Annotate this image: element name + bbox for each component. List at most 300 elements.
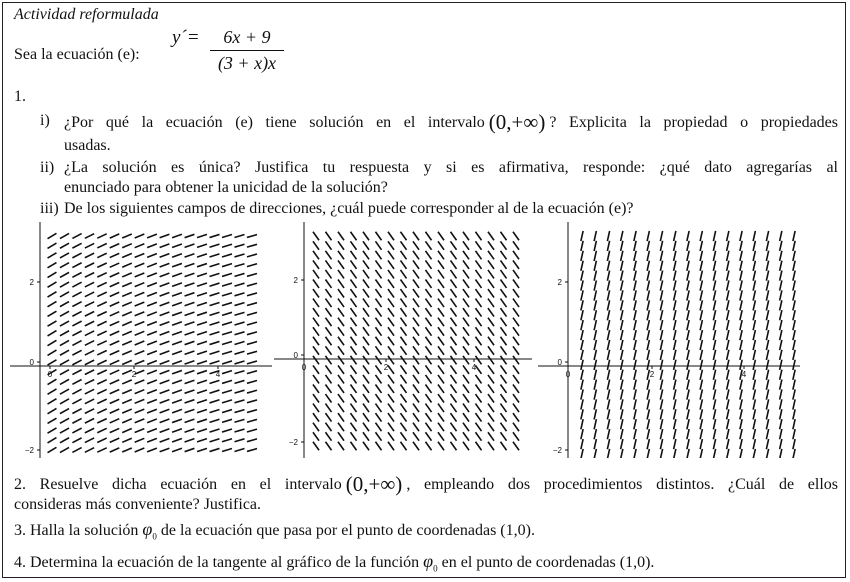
slope-segment [160, 322, 170, 326]
slope-segment [85, 234, 94, 239]
slope-segment [647, 419, 649, 429]
slope-segment [753, 320, 755, 330]
slope-segment [172, 439, 182, 442]
slope-segment [674, 409, 676, 419]
slope-segment [660, 340, 662, 350]
slope-segment [350, 327, 356, 335]
slope-segment [607, 231, 609, 241]
slope-segment [85, 302, 94, 307]
slope-segment [594, 310, 596, 320]
slope-segment [438, 308, 444, 316]
slope-segment [338, 356, 344, 364]
slope-segment [793, 241, 795, 251]
slope-segment [581, 360, 583, 370]
slope-segment [581, 389, 583, 399]
slope-segment [438, 404, 444, 412]
slope-segment [488, 232, 494, 240]
slope-segment [338, 423, 344, 431]
slope-segment [375, 346, 381, 354]
slope-segment [85, 331, 94, 336]
item-i-roman: i) [40, 112, 50, 129]
item-i-interval: (0,+∞) [488, 110, 546, 134]
slope-segment [172, 322, 182, 325]
slope-segment [621, 320, 623, 330]
slope-segment [197, 400, 207, 403]
slope-segment [60, 438, 69, 443]
slope-segment [400, 289, 406, 297]
slope-segment [780, 320, 782, 330]
slope-segment [425, 442, 431, 450]
slope-segment [147, 341, 157, 345]
x-tick-label: 2 [131, 370, 137, 379]
slope-segment [660, 389, 662, 399]
slope-segment [780, 271, 782, 281]
slope-segment [210, 264, 220, 267]
slope-segment [147, 380, 157, 384]
slope-segment [338, 299, 344, 307]
slope-segment [727, 251, 729, 261]
slope-segment [660, 231, 662, 241]
slope-segment [647, 231, 649, 241]
slope-segment [475, 251, 481, 259]
slope-segment [363, 346, 369, 354]
slope-segment [793, 251, 795, 261]
slope-segment [488, 346, 494, 354]
slope-segment [607, 261, 609, 271]
slope-segment [135, 390, 145, 394]
slope-segment [700, 241, 702, 251]
slope-segment [338, 404, 344, 412]
slope-segment [793, 399, 795, 409]
slope-segment [660, 310, 662, 320]
slope-segment [713, 439, 715, 449]
slope-segment [60, 263, 69, 268]
slope-segment [122, 341, 132, 345]
slope-segment [674, 251, 676, 261]
slope-segment [727, 231, 729, 241]
slope-segment [400, 279, 406, 287]
slope-segment [766, 370, 768, 380]
slope-segment [727, 389, 729, 399]
slope-segment [222, 254, 232, 257]
slope-segment [621, 251, 623, 261]
slope-segment [700, 449, 702, 458]
slope-segment [766, 409, 768, 419]
slope-segment [160, 302, 170, 306]
slope-segment [463, 346, 469, 354]
slope-segment [413, 365, 419, 373]
slope-segment [350, 356, 356, 364]
slope-segment [727, 419, 729, 429]
slope-segment [463, 260, 469, 268]
slope-segment [660, 409, 662, 419]
slope-segment [607, 399, 609, 409]
slope-segment [647, 409, 649, 419]
activity-title: Actividad reformulada [14, 6, 159, 23]
slope-segment [325, 375, 331, 383]
slope-segment [425, 365, 431, 373]
slope-segment [607, 251, 609, 261]
slope-segment [488, 432, 494, 440]
slope-segment [388, 308, 394, 316]
slope-segment [500, 365, 506, 373]
slope-segment [700, 380, 702, 390]
slope-segment [388, 232, 394, 240]
slope-segment [313, 299, 319, 307]
slope-segment [753, 429, 755, 439]
slope-segment [753, 271, 755, 281]
slope-segment [97, 389, 106, 393]
slope-segment [647, 340, 649, 350]
slope-segment [713, 320, 715, 330]
slope-segment [425, 299, 431, 307]
slope-segment [110, 428, 119, 432]
slope-segment [594, 439, 596, 449]
slope-segment [235, 400, 245, 403]
slope-segment [97, 282, 106, 286]
slope-segment [210, 303, 220, 306]
slope-segment [594, 290, 596, 300]
slope-segment [247, 283, 257, 286]
slope-segment [375, 356, 381, 364]
slope-segment [185, 302, 195, 305]
slope-segment [450, 299, 456, 307]
slope-segment [425, 232, 431, 240]
slope-segment [72, 409, 81, 414]
slope-segment [325, 232, 331, 240]
slope-segment [388, 289, 394, 297]
slope-segment [438, 260, 444, 268]
slope-segment [450, 394, 456, 402]
slope-segment [594, 251, 596, 261]
slope-segment [740, 429, 742, 439]
slope-segment [700, 330, 702, 340]
slope-segment [247, 273, 257, 276]
slope-segment [222, 312, 232, 315]
slope-segment [713, 350, 715, 360]
slope-segment [475, 384, 481, 392]
slope-segment [247, 322, 257, 325]
slope-segment [753, 300, 755, 310]
slope-segment [48, 350, 57, 355]
slope-segment [72, 418, 81, 423]
slope-segment [488, 270, 494, 278]
slope-segment [160, 293, 170, 297]
slope-segment [438, 232, 444, 240]
slope-segment [463, 327, 469, 335]
slope-segment [753, 310, 755, 320]
slope-segment [740, 340, 742, 350]
slope-segment [110, 331, 119, 335]
slope-segment [753, 419, 755, 429]
slope-segment [122, 302, 132, 306]
slope-segment [350, 251, 356, 259]
slope-segment [713, 380, 715, 390]
slope-segment [97, 360, 106, 364]
slope-segment [97, 244, 106, 248]
x-tick-label: 2 [383, 363, 389, 372]
slope-segment [581, 419, 583, 429]
slope-segment [388, 423, 394, 431]
slope-segment [235, 371, 245, 374]
slope-segment [513, 404, 519, 412]
slope-segment [122, 234, 132, 238]
slope-segment [513, 270, 519, 278]
slope-segment [753, 439, 755, 449]
slope-segment [197, 380, 207, 383]
slope-segment [450, 327, 456, 335]
slope-segment [753, 370, 755, 380]
slope-segment [647, 320, 649, 330]
slope-segment [122, 360, 132, 364]
slope-segment [110, 244, 119, 248]
slope-segment [674, 300, 676, 310]
slope-segment [400, 260, 406, 268]
slope-segment [210, 234, 220, 237]
slope-segment [581, 251, 583, 261]
slope-segment [700, 429, 702, 439]
slope-segment [780, 241, 782, 251]
y-tick-label: −2 [288, 438, 298, 447]
slope-segment [621, 370, 623, 380]
slope-segment [97, 370, 106, 374]
slope-segment [425, 327, 431, 335]
slope-segment [450, 260, 456, 268]
slope-segment [713, 330, 715, 340]
slope-segment [60, 292, 69, 297]
slope-segment [793, 360, 795, 370]
slope-segment [766, 439, 768, 449]
slope-segment [363, 356, 369, 364]
slope-segment [780, 449, 782, 458]
slope-segment [325, 384, 331, 392]
slope-segment [687, 310, 689, 320]
slope-segment [313, 337, 319, 345]
slope-segment [475, 232, 481, 240]
slope-segment [122, 390, 132, 394]
slope-segment [594, 409, 596, 419]
slope-segment [594, 241, 596, 251]
slope-segment [210, 293, 220, 296]
slope-segment [674, 320, 676, 330]
slope-segment [350, 404, 356, 412]
slope-segment [97, 438, 106, 442]
slope-segment [222, 419, 232, 422]
slope-segment [72, 292, 81, 297]
y-tick-label: 0 [557, 358, 562, 367]
slope-segment [222, 341, 232, 344]
slope-segment [400, 346, 406, 354]
slope-segment [621, 449, 623, 458]
slope-segment [160, 409, 170, 413]
slope-segment [72, 389, 81, 394]
slope-segment [375, 432, 381, 440]
slope-segment [97, 321, 106, 325]
slope-segment [594, 389, 596, 399]
slope-segment [413, 308, 419, 316]
slope-segment [660, 280, 662, 290]
slope-segment [48, 331, 57, 336]
slope-segment [500, 404, 506, 412]
slope-segment [438, 394, 444, 402]
slope-segment [388, 356, 394, 364]
slope-segment [122, 370, 132, 374]
slope-segment [513, 384, 519, 392]
slope-segment [313, 442, 319, 450]
slope-segment [325, 442, 331, 450]
slope-segment [363, 279, 369, 287]
slope-segment [160, 419, 170, 423]
slope-segment [247, 361, 257, 364]
slope-segment [488, 327, 494, 335]
slope-segment [475, 270, 481, 278]
slope-segment [235, 419, 245, 422]
slope-segment [753, 241, 755, 251]
slope-segment [222, 429, 232, 432]
slope-segment [660, 360, 662, 370]
slope-segment [235, 351, 245, 354]
slope-segment [135, 273, 145, 277]
slope-segment [674, 389, 676, 399]
slope-segment [780, 380, 782, 390]
slope-segment [621, 330, 623, 340]
slope-segment [400, 404, 406, 412]
slope-segment [607, 310, 609, 320]
slope-segment [185, 409, 195, 412]
slope-segment [72, 448, 81, 453]
slope-segment [488, 384, 494, 392]
slope-segment [513, 251, 519, 259]
slope-segment [172, 448, 182, 451]
slope-segment [594, 320, 596, 330]
slope-segment [60, 272, 69, 277]
equation-intro: Sea la ecuación (e): [14, 46, 140, 63]
slope-segment [147, 361, 157, 365]
slope-segment [425, 346, 431, 354]
slope-segment [488, 337, 494, 345]
phi-letter-2: φ [423, 551, 434, 571]
slope-segment [160, 331, 170, 335]
slope-segment [607, 449, 609, 458]
slope-segment [488, 318, 494, 326]
slope-segment [413, 423, 419, 431]
slope-segment [400, 394, 406, 402]
slope-segment [413, 251, 419, 259]
slope-segment [413, 279, 419, 287]
slope-segment [388, 384, 394, 392]
slope-segment [222, 283, 232, 286]
slope-segment [185, 293, 195, 296]
slope-segment [647, 389, 649, 399]
slope-segment [247, 419, 257, 422]
slope-segment [500, 384, 506, 392]
slope-segment [450, 270, 456, 278]
slope-segment [135, 312, 145, 316]
slope-segment [247, 400, 257, 403]
slope-segment [581, 241, 583, 251]
slope-segment [363, 308, 369, 316]
slope-segment [475, 346, 481, 354]
slope-segment [147, 234, 157, 238]
slope-segment [463, 251, 469, 259]
slope-segment [513, 423, 519, 431]
slope-segment [687, 360, 689, 370]
slope-field-chart-1 [10, 218, 272, 458]
slope-segment [674, 449, 676, 458]
slope-segment [72, 331, 81, 336]
slope-segment [594, 280, 596, 290]
slope-segment [72, 302, 81, 307]
slope-segment [222, 400, 232, 403]
slope-segment [475, 299, 481, 307]
slope-segment [634, 350, 636, 360]
slope-segment [350, 260, 356, 268]
slope-segment [581, 399, 583, 409]
slope-segment [363, 251, 369, 259]
slope-segment [313, 423, 319, 431]
slope-segment [766, 251, 768, 261]
slope-segment [475, 308, 481, 316]
slope-segment [780, 280, 782, 290]
slope-segment [450, 241, 456, 249]
slope-segment [438, 270, 444, 278]
slope-segment [607, 419, 609, 429]
slope-segment [674, 380, 676, 390]
slope-segment [60, 282, 69, 287]
slope-segment [375, 404, 381, 412]
slope-segment [621, 340, 623, 350]
slope-segment [634, 231, 636, 241]
slope-segment [438, 299, 444, 307]
slope-segment [647, 241, 649, 251]
slope-segment [197, 419, 207, 422]
slope-segment [210, 439, 220, 442]
slope-segment [621, 310, 623, 320]
part2-line2: consideras más conveniente? Justifica. [14, 496, 262, 513]
slope-segment [660, 320, 662, 330]
slope-segment [793, 429, 795, 439]
slope-segment [210, 390, 220, 393]
slope-segment [425, 279, 431, 287]
slope-segment [97, 428, 106, 432]
slope-segment [247, 439, 257, 442]
slope-segment [172, 234, 182, 237]
slope-segment [222, 371, 232, 374]
slope-segment [222, 234, 232, 237]
slope-segment [185, 419, 195, 422]
slope-segment [674, 330, 676, 340]
slope-segment [247, 293, 257, 296]
slope-segment [488, 413, 494, 421]
slope-segment [147, 448, 157, 452]
slope-segment [313, 394, 319, 402]
slope-segment [135, 341, 145, 345]
slope-segment [700, 409, 702, 419]
slope-segment [425, 308, 431, 316]
slope-segment [727, 271, 729, 281]
slope-segment [197, 390, 207, 393]
slope-segment [700, 251, 702, 261]
slope-segment [450, 279, 456, 287]
slope-segment [674, 241, 676, 251]
slope-segment [313, 270, 319, 278]
slope-segment [48, 340, 57, 345]
slope-segment [475, 365, 481, 373]
slope-segment [513, 289, 519, 297]
slope-segment [235, 283, 245, 286]
slope-segment [413, 289, 419, 297]
slope-segment [425, 423, 431, 431]
